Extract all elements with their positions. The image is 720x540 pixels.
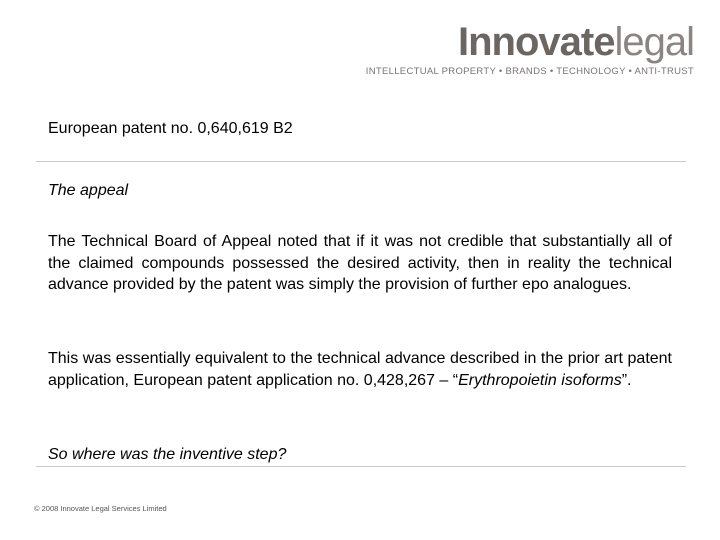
paragraph-prior-art-end: ”. — [621, 371, 632, 389]
prior-art-title: Erythropoietin isoforms — [458, 371, 622, 389]
bottom-divider — [36, 466, 686, 467]
company-logo — [366, 22, 694, 77]
logo-tagline: INTELLECTUAL PROPERTY • BRANDS • TECHNOLOGY • ANTI-TRUST — [365, 66, 694, 77]
closing-question: So where was the inventive step? — [48, 446, 287, 463]
logo-wordmark-main: Innovate — [458, 20, 615, 64]
top-divider — [36, 161, 686, 162]
copyright-footer: © 2008 Innovate Legal Services Limited — [34, 504, 167, 513]
paragraph-prior-art — [48, 348, 672, 391]
paragraph-board-finding: The Technical Board of Appeal noted that if it was not credible that substantially all of the claimed compounds possessed the desired activity, then in reality the technical advance provided by the patent was simply the provision of further epo analogues. — [48, 233, 672, 293]
section-subtitle: The appeal — [48, 182, 129, 199]
logo-wordmark-sub: legal — [614, 20, 694, 64]
logo-wordmark — [366, 22, 694, 62]
paragraph-prior-art-text: This was essentially equivalent to the technical advance described in the prior art patent application, European patent application no. 0,428,267 – “ — [48, 350, 672, 389]
slide-title: European patent no. 0,640,619 B2 — [48, 120, 293, 137]
